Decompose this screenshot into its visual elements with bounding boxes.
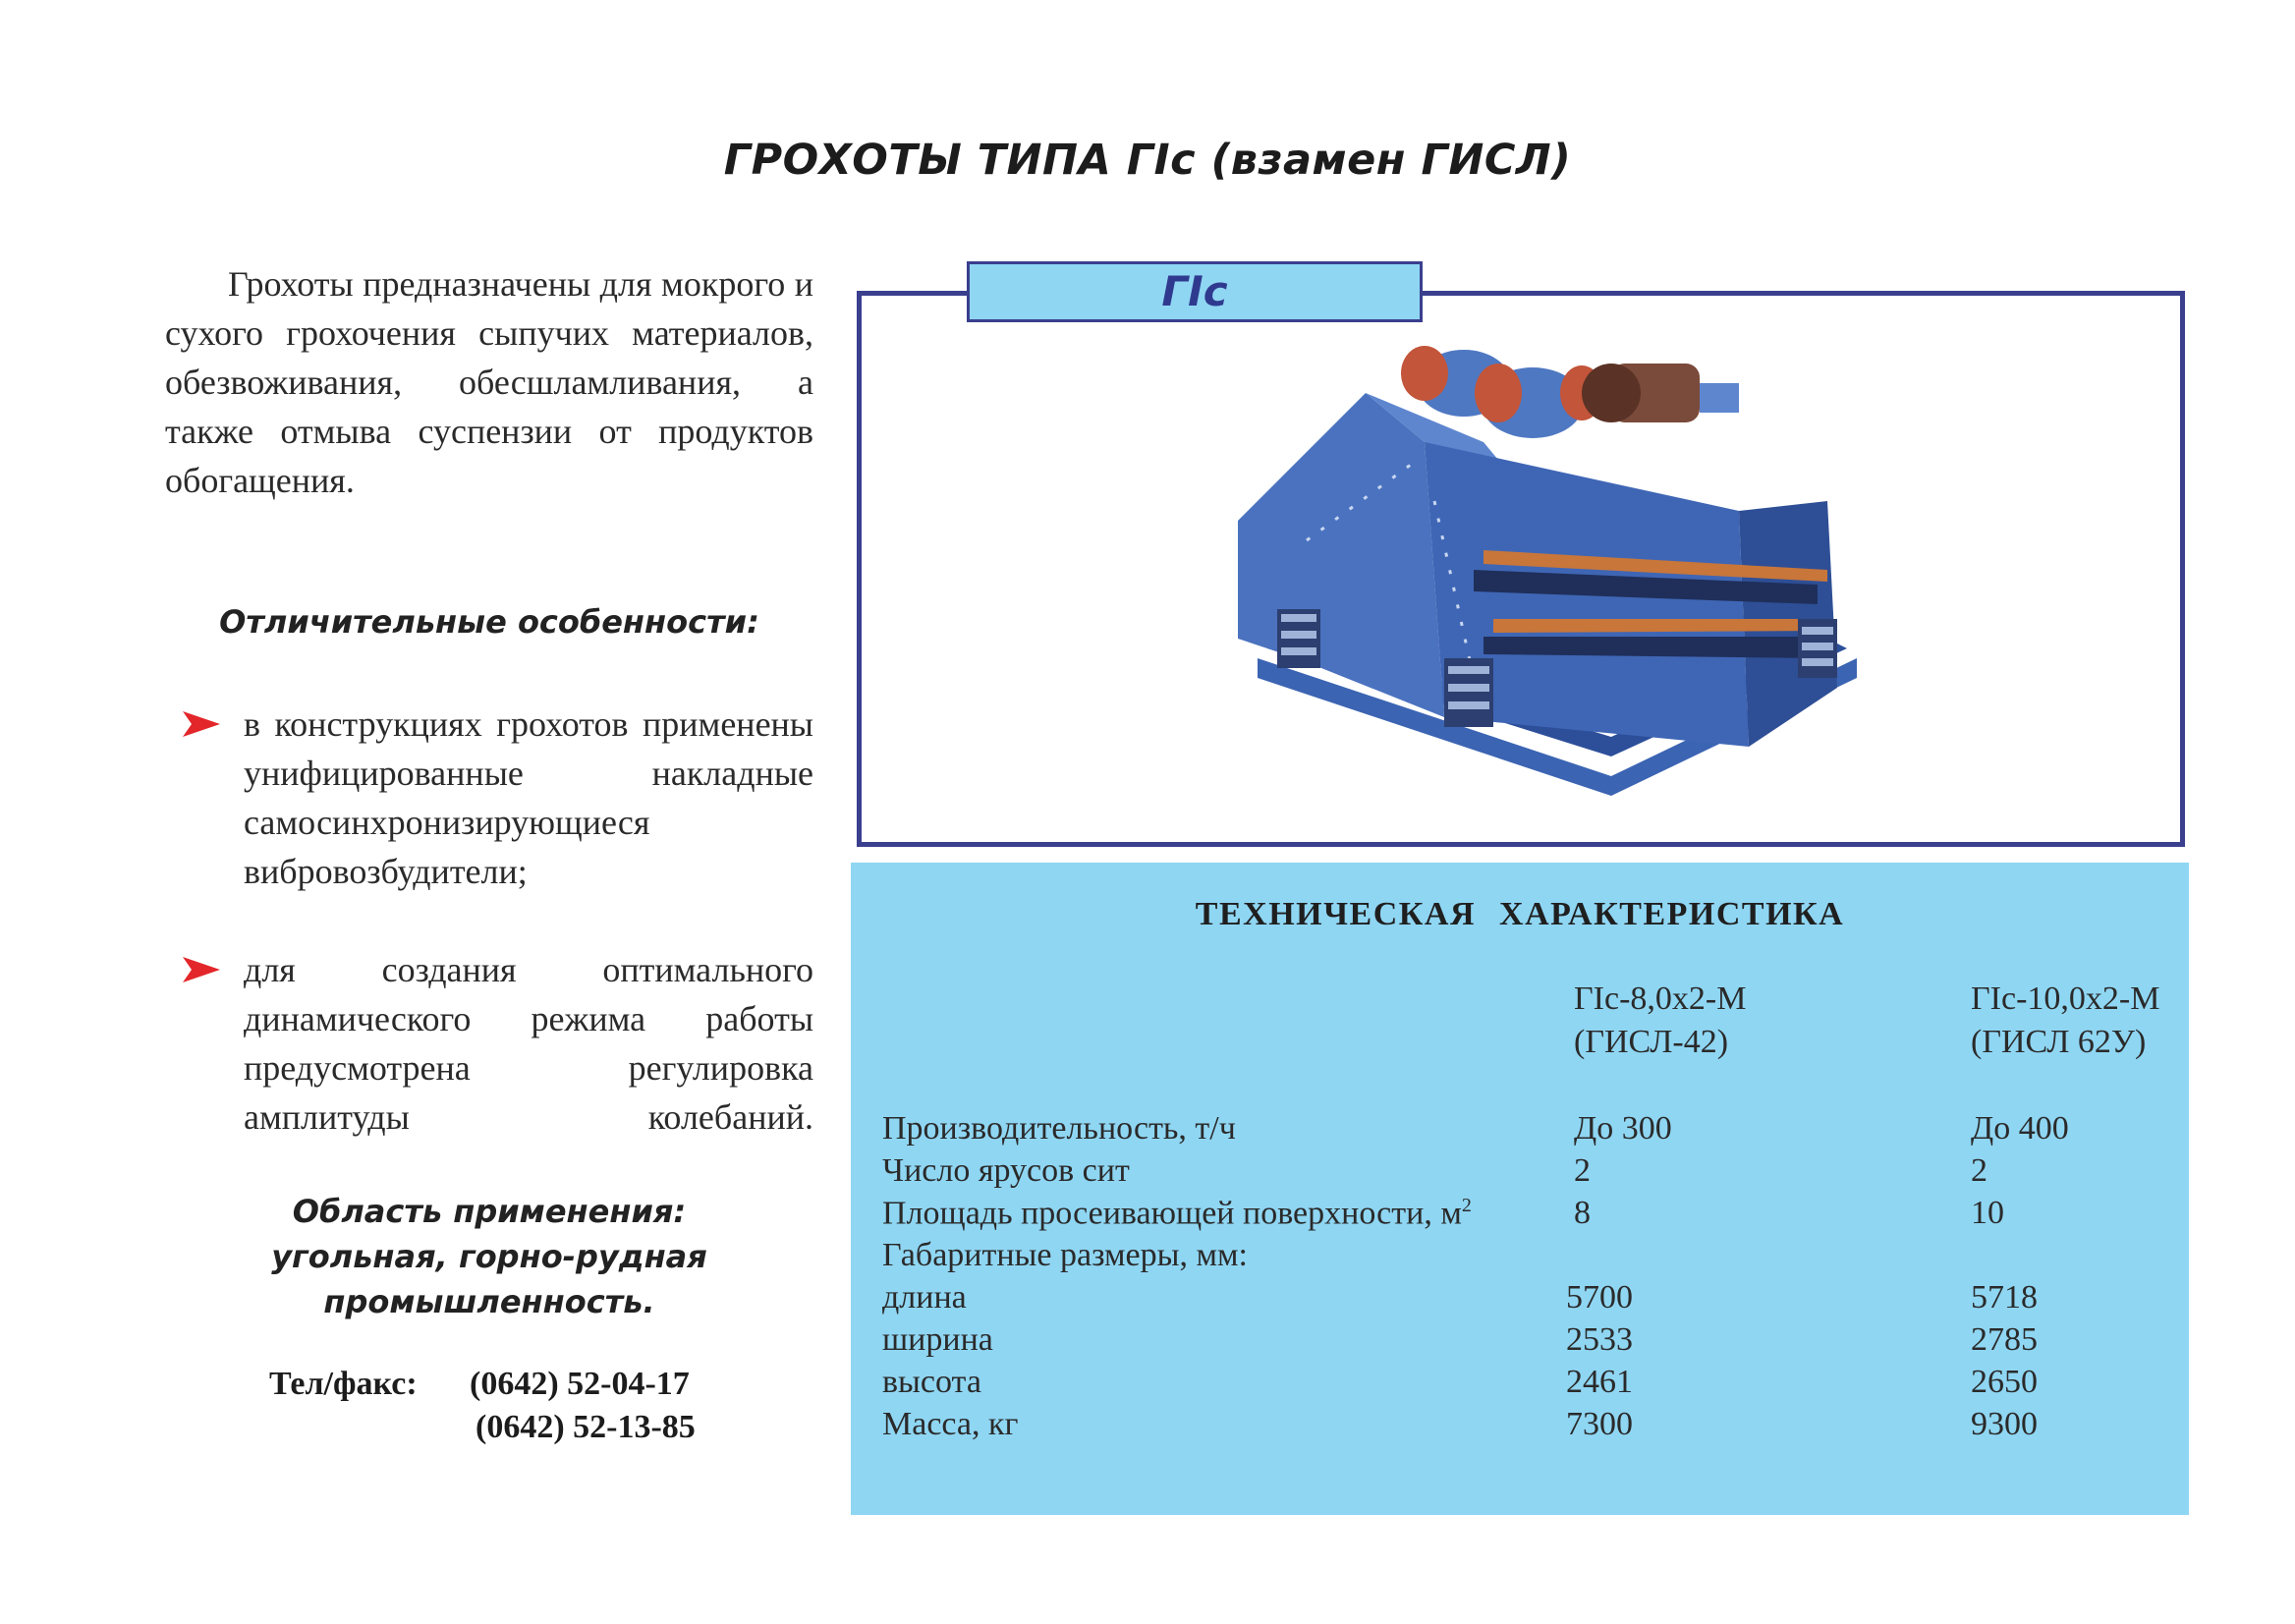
vibrating-screen-illustration bbox=[1238, 324, 1867, 796]
spec-row-value-1: 2461 bbox=[1566, 1364, 1633, 1400]
spec-row-value-2: 5718 bbox=[1971, 1279, 2038, 1316]
application-heading: Область применения: bbox=[292, 1193, 687, 1230]
product-tab-label: ГIс bbox=[967, 261, 1423, 322]
model-2-alias: (ГИСЛ 62У) bbox=[1971, 1024, 2147, 1060]
phone-number-1: (0642) 52-04-17 bbox=[470, 1366, 690, 1402]
spec-row-value-2: 2 bbox=[1971, 1152, 1987, 1189]
application-line: угольная, горно-рудная bbox=[271, 1238, 707, 1275]
model-2-name: ГIс-10,0х2-М bbox=[1971, 980, 2160, 1017]
application-line: промышленность. bbox=[323, 1283, 655, 1320]
spec-row-value-2: 2785 bbox=[1971, 1321, 2038, 1358]
spec-title: ТЕХНИЧЕСКАЯ ХАРАКТЕРИСТИКА bbox=[1195, 896, 1845, 932]
phone-label: Тел/факс: bbox=[269, 1366, 418, 1402]
spec-row-value-1: 5700 bbox=[1566, 1279, 1633, 1316]
spec-row-value-1: 2 bbox=[1574, 1152, 1591, 1189]
red-arrow-icon bbox=[181, 953, 222, 986]
model-1-alias: (ГИСЛ-42) bbox=[1574, 1024, 1729, 1060]
spec-row-value-1: 7300 bbox=[1566, 1406, 1633, 1442]
spec-row-label: длина bbox=[882, 1279, 967, 1316]
page-title: ГРОХОТЫ ТИПА ГIс (взамен ГИСЛ) bbox=[723, 136, 1572, 185]
spec-row-value-2: 2650 bbox=[1971, 1364, 2038, 1400]
spec-row-label: Масса, кг bbox=[882, 1406, 1019, 1442]
red-arrow-icon bbox=[181, 707, 222, 741]
feature-item-text: в конструкциях грохотов применены унифицированные накладные самосинхронизирующиеся вибровозбудители; bbox=[244, 704, 813, 891]
unit-superscript: 2 bbox=[1461, 1195, 1472, 1216]
spec-row-value-1: До 300 bbox=[1574, 1110, 1672, 1147]
spec-row-value-2: До 400 bbox=[1971, 1110, 2069, 1147]
spec-row-value-1: 8 bbox=[1574, 1195, 1591, 1231]
spec-row-label: ширина bbox=[882, 1321, 993, 1358]
spec-row-label: высота bbox=[882, 1364, 981, 1400]
spec-row-label: Габаритные размеры, мм: bbox=[882, 1237, 1248, 1273]
phone-number-2: (0642) 52-13-85 bbox=[476, 1409, 696, 1445]
spec-row-value-1: 2533 bbox=[1566, 1321, 1633, 1358]
feature-item-text: для создания оптимального динамического режима работы предусмотрена регулировка амплитуды колебаний. bbox=[244, 950, 813, 1137]
features-heading: Отличительные особенности: bbox=[219, 603, 759, 641]
model-1-name: ГIс-8,0х2-М bbox=[1574, 980, 1747, 1017]
application-area bbox=[165, 1189, 813, 1324]
spec-row-value-2: 9300 bbox=[1971, 1406, 2038, 1442]
spec-row-label: Производительность, т/ч bbox=[882, 1110, 1236, 1147]
spec-row-value-2: 10 bbox=[1971, 1195, 2004, 1231]
spec-row-label: Число ярусов сит bbox=[882, 1152, 1130, 1189]
spec-panel bbox=[851, 863, 2189, 1515]
intro-paragraph: Грохоты предназначены для мокрого и сухого грохочения сыпучих материалов, обезвоживания, обесшламливания, а также отмыва суспензии от продуктов обогащения. bbox=[165, 264, 813, 500]
spec-row-label: Площадь просеивающей поверхности, $м^2$ bbox=[882, 1195, 1472, 1232]
